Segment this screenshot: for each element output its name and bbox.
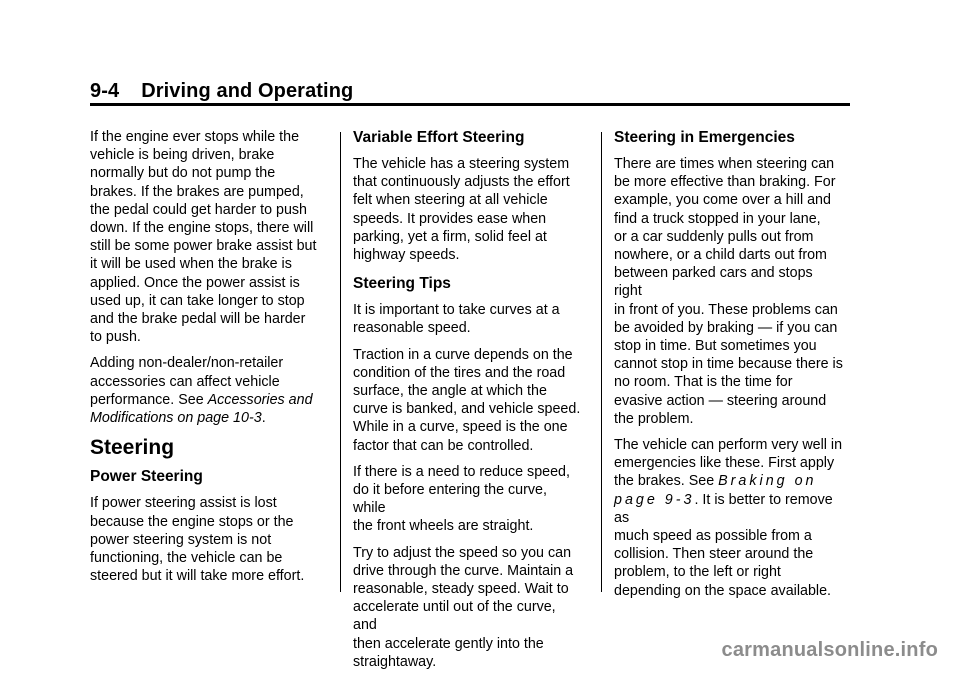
section-title-steering: Steering [90,436,175,460]
chapter-title: Driving and Operating [141,80,354,102]
heading-variable-effort-steering: Variable Effort Steering [353,129,525,146]
tips-paragraph-1: It is important to take curves at a reasonable speed. [353,302,560,337]
emergencies-end: . It is better to remove as much speed as possible from a collision. Then steer around the problem, to the left or right depending on the space available. [614,491,833,599]
column-2 [353,128,583,679]
braking-link-part-1[interactable]: Braking on [718,473,817,490]
accessories-paragraph [90,354,320,427]
page-number: 9-4 [90,80,120,102]
column-divider-1 [340,132,341,592]
emergencies-paragraph-2 [614,436,844,600]
column-3 [614,128,844,608]
accessories-text: Adding non-dealer/non-retailer accessories can affect vehicle performance. See [90,355,284,408]
column-1 [90,128,320,593]
page-header [90,80,353,103]
tips-paragraph-3: If there is a need to reduce speed, do it before entering the curve, while the front wheels are straight. [353,463,570,535]
emergencies-paragraph-1: There are times when steering can be more effective than braking. For example, you come over a hill and find a truck stopped in your lane, or a car suddenly pulls out from nowhere, or a child darts out from between parked cars and stops right in front of you. These problems can be avoided by braking — if you can stop in time. But sometimes you cannot stop in time because there is no room. That is the time for evasive action — steering around the problem. [614,156,843,427]
header-rule [90,103,850,106]
power-steering-paragraph: If power steering assist is lost because the engine stops or the power steering system is not functioning, the vehicle can be steered but it will take more effort. [90,495,305,585]
heading-steering-tips: Steering Tips [353,275,451,293]
braking-link-part-2[interactable]: page 9-3 [614,491,695,508]
emergencies-text: The vehicle can perform very well in emergencies like these. First apply the brakes. See [614,437,843,490]
heading-steering-in-emergencies: Steering in Emergencies [614,129,795,146]
watermark: carmanualsonline.info [721,639,938,661]
heading-power-steering: Power Steering [90,468,203,486]
variable-effort-paragraph: The vehicle has a steering system that continuously adjusts the effort felt when steering at all vehicle speeds. It provides ease when parking, yet a firm, solid feel at highway speeds. [353,156,570,264]
column-divider-2 [601,132,602,592]
tips-paragraph-4: Try to adjust the speed so you can drive through the curve. Maintain a reasonable, steady speed. Wait to accelerate until out of the curve, and then accelerate gently into the straightaway. [353,544,574,670]
tips-paragraph-2: Traction in a curve depends on the condition of the tires and the road surface, the angle at which the curve is banked, and vehicle speed. While in a curve, speed is the one factor that can be controlled. [353,346,581,454]
accessories-end: . [261,410,266,427]
engine-stop-paragraph: If the engine ever stops while the vehicle is being driven, brake normally but do not pump the brakes. If the brakes are pumped, the pedal could get harder to push down. If the engine stops, there will still be some power brake assist but it will be used when the brake is applied. Once the power assist is used up, it can take longer to stop and the brake pedal will be harder to push. [90,129,317,346]
accessories-link[interactable]: Accessories and Modifications on page 10-3 [90,391,313,427]
